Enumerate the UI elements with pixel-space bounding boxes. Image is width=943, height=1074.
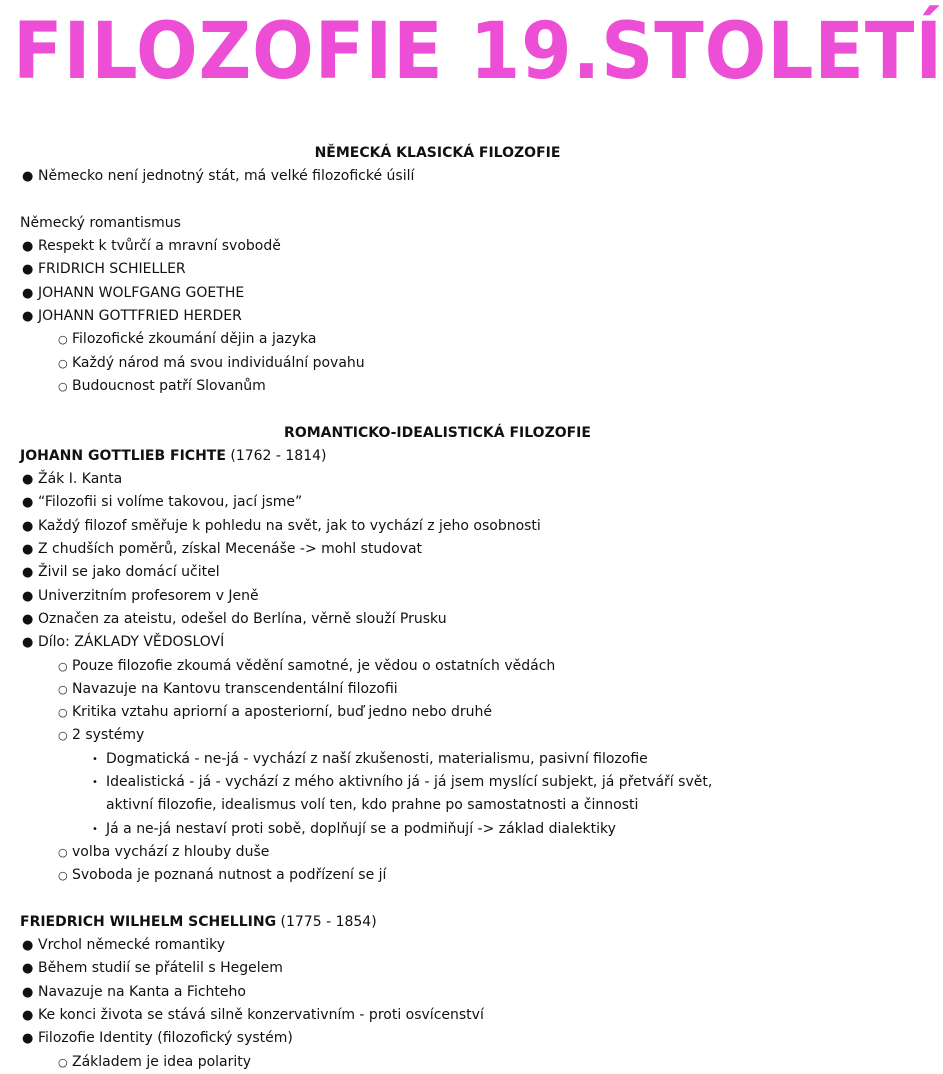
list-item-text: Navazuje na Kanta a Fichteho <box>38 983 246 1000</box>
hollow-bullet-icon: ○ <box>58 659 68 673</box>
list-item-text: Univerzitním profesorem v Jeně <box>38 587 259 604</box>
person-heading <box>20 911 815 934</box>
person-name: JOHANN GOTTLIEB FICHTE <box>20 447 226 464</box>
bullet-icon: ● <box>22 938 34 954</box>
list-item-text: Ke konci života se stává silně konzervativním - proti osvícenství <box>38 1006 484 1023</box>
list-item <box>20 1027 815 1050</box>
list-item-text: Dogmatická - ne-já - vychází z naší zkušenosti, materialismu, pasivní filozofie <box>106 750 648 767</box>
sub-list-item <box>20 352 815 375</box>
section-heading: ROMANTICKO-IDEALISTICKÁ FILOZOFIE <box>284 424 591 441</box>
list-item-text: Filozofie Identity (filozofický systém) <box>38 1030 293 1047</box>
list-item-text: Živil se jako domácí učitel <box>38 564 220 581</box>
bullet-icon: ● <box>22 961 34 977</box>
list-item <box>20 585 815 608</box>
bullet-icon: ● <box>22 495 34 511</box>
list-item-text: Každý filozof směřuje k pohledu na svět, jak to vychází z jeho osobnosti <box>38 517 541 534</box>
sub-list-item <box>20 841 815 864</box>
sub-sub-list-item <box>20 748 815 771</box>
hollow-bullet-icon: ○ <box>58 379 68 393</box>
list-item <box>20 538 815 561</box>
hollow-bullet-icon: ○ <box>58 356 68 370</box>
sub-list-item <box>20 655 815 678</box>
notes-body <box>20 142 815 1074</box>
hollow-bullet-icon: ○ <box>58 1055 68 1069</box>
bullet-icon: ● <box>22 611 34 627</box>
list-item-text: Kritika vztahu apriorní a aposteriorní, buď jedno nebo druhé <box>72 704 492 721</box>
sub-list-item <box>20 1051 815 1074</box>
sub-list-item <box>20 701 815 724</box>
person-years: (1775 - 1854) <box>280 913 377 930</box>
list-item-text: Filozofické zkoumání dějin a jazyka <box>72 331 317 348</box>
sub-sub-list-item <box>20 818 815 841</box>
sub-list-item <box>20 375 815 398</box>
bullet-icon: ● <box>22 565 34 581</box>
sub-list-item <box>20 724 815 747</box>
list-item-text: JOHANN GOTTFRIED HERDER <box>38 308 242 325</box>
sub-list-item <box>20 864 815 887</box>
hollow-bullet-icon: ○ <box>58 333 68 347</box>
list-item <box>20 258 815 281</box>
subsection-label: Německý romantismus <box>20 214 181 231</box>
person-years: (1762 - 1814) <box>230 447 327 464</box>
section-heading: NĚMECKÁ KLASICKÁ FILOZOFIE <box>314 145 561 161</box>
hollow-bullet-icon: ○ <box>58 869 68 883</box>
list-item-text: “Filozofii si volíme takovou, jací jsme” <box>38 494 303 511</box>
list-item-text: Budoucnost patří Slovanům <box>72 377 266 394</box>
small-bullet-icon: • <box>92 823 98 835</box>
list-item <box>20 934 815 957</box>
list-item-text: Každý národ má svou individuální povahu <box>72 354 365 371</box>
bullet-icon: ● <box>22 285 34 301</box>
list-item-text: Dílo: ZÁKLADY VĚDOSLOVÍ <box>38 634 225 651</box>
list-item-text: Pouze filozofie zkoumá vědění samotné, je vědou o ostatních vědách <box>72 657 556 674</box>
list-item <box>20 305 815 328</box>
list-item-text: volba vychází z hlouby duše <box>72 843 270 860</box>
hollow-bullet-icon: ○ <box>58 706 68 720</box>
list-item <box>20 981 815 1004</box>
bullet-icon: ● <box>22 239 34 255</box>
hollow-bullet-icon: ○ <box>58 845 68 859</box>
list-item <box>20 1004 815 1027</box>
person-name: FRIEDRICH WILHELM SCHELLING <box>20 913 277 930</box>
bullet-icon: ● <box>22 472 34 488</box>
small-bullet-icon: • <box>92 777 98 789</box>
list-item <box>20 608 815 631</box>
page-title: FILOZOFIE 19.STOLETÍ <box>13 7 943 97</box>
bullet-icon: ● <box>22 588 34 604</box>
spacer <box>20 189 815 212</box>
list-item <box>20 561 815 584</box>
list-item <box>20 468 815 491</box>
list-item <box>20 631 815 654</box>
sub-list-item <box>20 678 815 701</box>
bullet-icon: ● <box>22 518 34 534</box>
bullet-icon: ● <box>22 1007 34 1023</box>
list-item-text: FRIDRICH SCHIELLER <box>38 261 186 278</box>
sub-list-item <box>20 328 815 351</box>
bullet-icon: ● <box>22 169 34 185</box>
list-item-continuation: aktivní filozofie, idealismus volí ten, kdo prahne po samostatnosti a činnosti <box>106 797 639 814</box>
list-item-text: Já a ne-já nestaví proti sobě, doplňují se a podmiňují -> základ dialektiky <box>106 820 616 837</box>
bullet-icon: ● <box>22 635 34 651</box>
spacer <box>20 888 815 911</box>
list-item-text: Vrchol německé romantiky <box>38 937 225 954</box>
list-item-text: Respekt k tvůrčí a mravní svobodě <box>38 238 281 255</box>
list-item <box>20 165 815 188</box>
list-item-text: Z chudších poměrů, získal Mecenáše -> mohl studovat <box>38 541 423 558</box>
bullet-icon: ● <box>22 1031 34 1047</box>
list-item <box>20 515 815 538</box>
spacer <box>20 398 815 421</box>
bullet-icon: ● <box>22 984 34 1000</box>
list-item <box>20 282 815 305</box>
list-item <box>20 957 815 980</box>
list-item-text: Svoboda je poznaná nutnost a podřízení se jí <box>72 867 387 884</box>
sub-sub-list-item <box>20 771 815 794</box>
list-item <box>20 491 815 514</box>
list-item-text: Žák I. Kanta <box>38 471 123 488</box>
list-item-text: Německo není jednotný stát, má velké filozofické úsilí <box>38 168 415 185</box>
list-item-text: Základem je idea polarity <box>72 1053 252 1070</box>
list-item-text: Označen za ateistu, odešel do Berlína, věrně slouží Prusku <box>38 610 447 627</box>
hollow-bullet-icon: ○ <box>58 682 68 696</box>
hollow-bullet-icon: ○ <box>58 729 68 743</box>
small-bullet-icon: • <box>92 753 98 765</box>
list-item <box>20 235 815 258</box>
list-item-text: Navazuje na Kantovu transcendentální filozofii <box>72 680 398 697</box>
list-item-text: JOHANN WOLFGANG GOETHE <box>38 284 245 301</box>
bullet-icon: ● <box>22 542 34 558</box>
list-item-text: Během studií se přátelil s Hegelem <box>38 960 283 977</box>
bullet-icon: ● <box>22 262 34 278</box>
person-heading <box>20 445 815 468</box>
list-item-text: Idealistická - já - vychází z mého aktivního já - já jsem myslící subjekt, já přetváří svět, <box>106 774 713 791</box>
bullet-icon: ● <box>22 309 34 325</box>
list-item-text: 2 systémy <box>72 727 145 744</box>
